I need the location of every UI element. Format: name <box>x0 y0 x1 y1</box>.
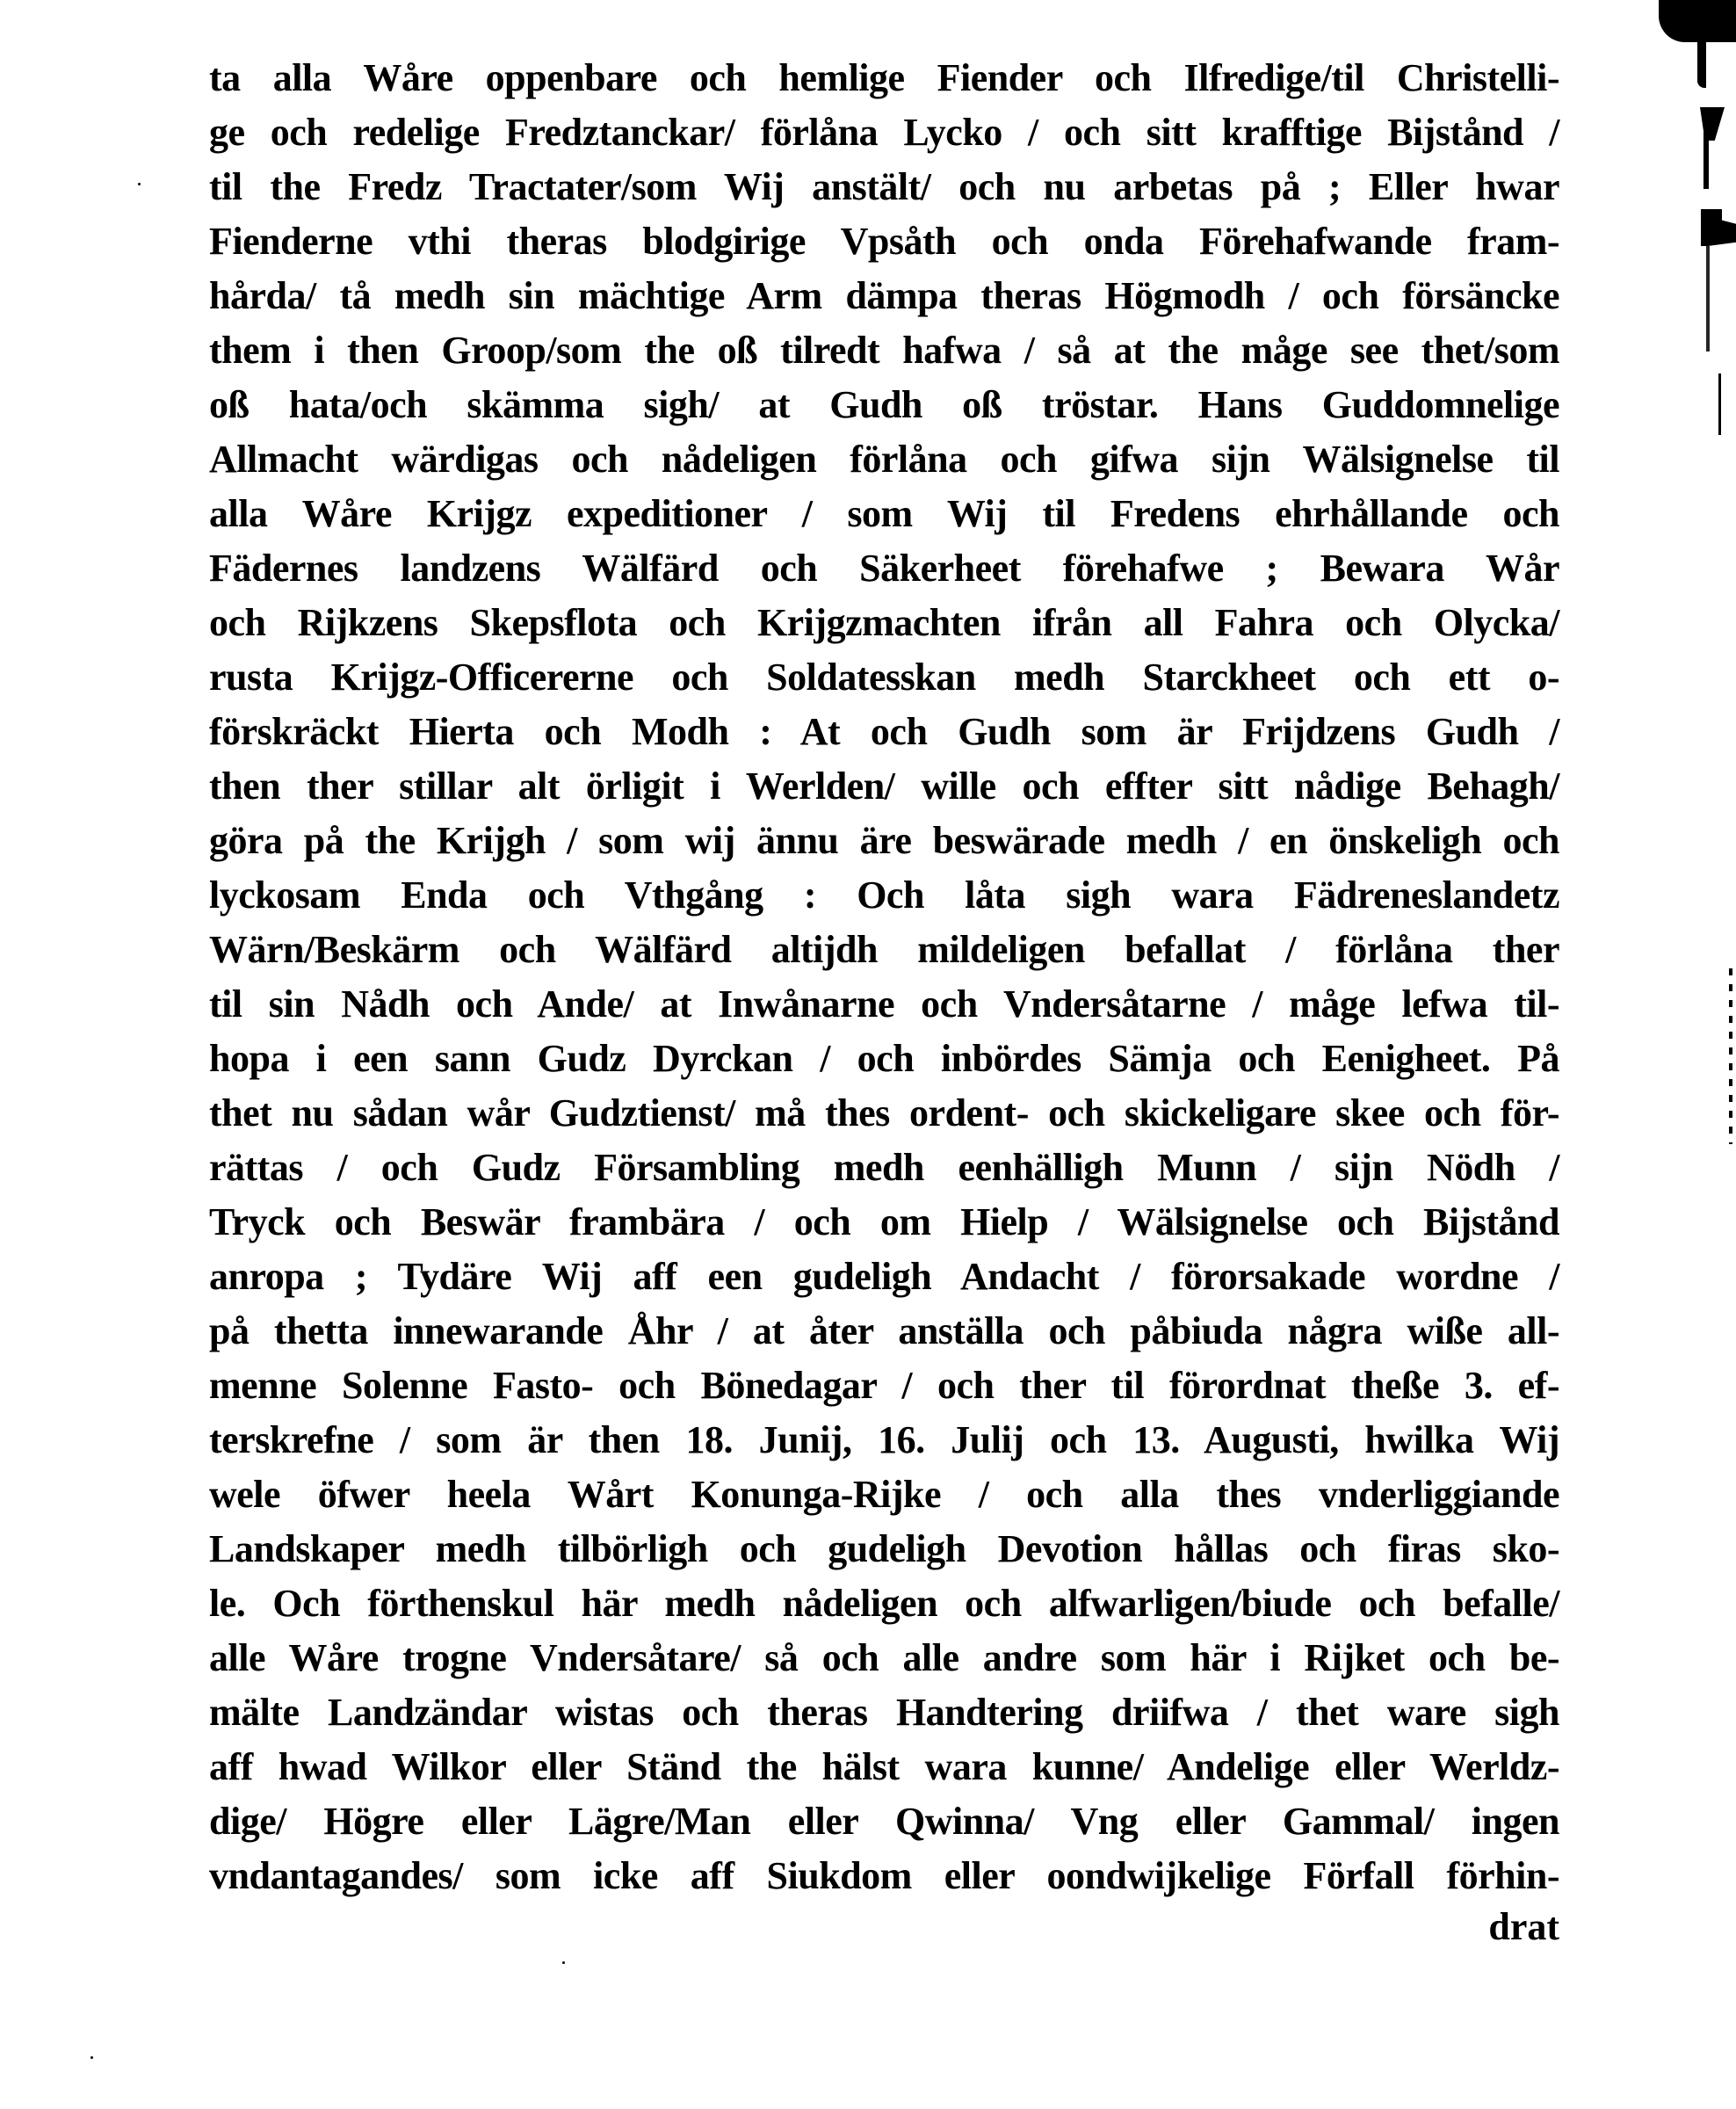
scan-artifact <box>1729 968 1732 1144</box>
catchword: drat <box>1488 1905 1559 1948</box>
text-line: oß hata/och skämma sigh/ at Gudh oß tröstar. Hans Guddomnelige <box>209 383 1559 426</box>
text-line: rusta Krijgz-Officererne och Soldatesskan medh Starckheet och ett o- <box>209 656 1559 699</box>
scan-speck <box>90 2056 93 2059</box>
text-line: Tryck och Beswär frambära / och om Hielp / Wälsignelse och Bijstånd <box>209 1200 1559 1243</box>
text-line: Fädernes landzens Wälfärd och Säkerheet förehafwe ; Bewara Wår <box>209 547 1559 590</box>
text-line: dige/ Högre eller Lägre/Man eller Qwinna/ Vng eller Gammal/ ingen <box>209 1800 1559 1843</box>
text-line: göra på the Krijgh / som wij ännu äre beswärade medh / en önskeligh och <box>209 819 1559 862</box>
text-line: Wärn/Beskärm och Wälfärd altijdh mildeligen befallat / förlåna ther <box>209 928 1559 971</box>
text-line: hopa i een sann Gudz Dyrckan / och inbördes Sämja och Eenigheet. På <box>209 1037 1559 1080</box>
scan-artifact <box>1701 209 1736 246</box>
scan-artifact <box>1706 246 1710 352</box>
text-line: wele öfwer heela Wårt Konunga-Rijke / och alla thes vnderliggiande <box>209 1473 1559 1516</box>
text-line: förskräckt Hierta och Modh : At och Gudh som är Frijdzens Gudh / <box>209 710 1559 753</box>
text-line: aff hwad Wilkor eller Ständ the hälst wara kunne/ Andelige eller Werldz- <box>209 1745 1559 1788</box>
text-line: le. Och förthenskul här medh nådeligen och alfwarligen/biude och befalle/ <box>209 1582 1559 1625</box>
text-line: alle Wåre trogne Vndersåtare/ så och alle andre som här i Rijket och be- <box>209 1636 1559 1679</box>
text-line: mälte Landzändar wistas och theras Handtering driifwa / thet ware sigh <box>209 1691 1559 1734</box>
text-line: them i then Groop/som the oß tilredt hafwa / så at the måge see thet/som <box>209 329 1559 372</box>
text-line: alla Wåre Krijgz expeditioner / som Wij til Fredens ehrhållande och <box>209 492 1559 535</box>
text-line: then ther stillar alt örligit i Werlden/ wille och effter sitt nådige Behagh/ <box>209 765 1559 808</box>
scan-speck <box>138 183 141 185</box>
text-line: Landskaper medh tilbörligh och gudeligh Devotion hållas och firas sko- <box>209 1527 1559 1570</box>
scan-artifact <box>1703 132 1709 189</box>
text-line: anropa ; Tydäre Wij aff een gudeligh Andacht / förorsakade wordne / <box>209 1255 1559 1298</box>
text-line: rättas / och Gudz Försambling medh eenhälligh Munn / sijn Nödh / <box>209 1146 1559 1189</box>
scan-artifact <box>1718 373 1721 435</box>
text-line: til sin Nådh och Ande/ at Inwånarne och Vndersåtarne / måge lefwa til- <box>209 982 1559 1026</box>
text-line: til the Fredz Tractater/som Wij anstält/ och nu arbetas på ; Eller hwar <box>209 165 1559 208</box>
text-line: thet nu sådan wår Gudztienst/ må thes ordent- och skickeligare skee och för- <box>209 1091 1559 1134</box>
text-line: menne Solenne Fasto- och Bönedagar / och ther til förordnat theße 3. ef- <box>209 1364 1559 1407</box>
text-line: ta alla Wåre oppenbare och hemlige Fiender och Ilfredige/til Christelli- <box>209 56 1559 99</box>
text-line: Fienderne vthi theras blodgirige Vpsåth och onda Förehafwande fram- <box>209 220 1559 263</box>
text-line: ge och redelige Fredztanckar/ förlåna Lycko / och sitt krafftige Bijstånd / <box>209 111 1559 154</box>
text-line: på thetta innewarande Åhr / at åter anställa och påbiuda några wiße all- <box>209 1309 1559 1352</box>
text-line: vndantagandes/ som icke aff Siukdom eller oondwijkelige Förfall förhin- <box>209 1854 1559 1897</box>
text-line: terskrefne / som är then 18. Junij, 16. Julij och 13. Augusti, hwilka Wij <box>209 1418 1559 1461</box>
text-line: Allmacht wärdigas och nådeligen förlåna och gifwa sijn Wälsignelse til <box>209 438 1559 481</box>
body-text <box>209 51 1559 1903</box>
scan-artifact <box>1697 35 1706 88</box>
text-line: lyckosam Enda och Vthgång : Och låta sigh wara Fädreneslandetz <box>209 873 1559 917</box>
text-line: och Rijkzens Skepsflota och Krijgzmachten ifrån all Fahra och Olycka/ <box>209 601 1559 644</box>
scan-speck <box>562 1961 565 1964</box>
text-line: hårda/ tå medh sin mächtige Arm dämpa theras Högmodh / och försäncke <box>209 274 1559 317</box>
